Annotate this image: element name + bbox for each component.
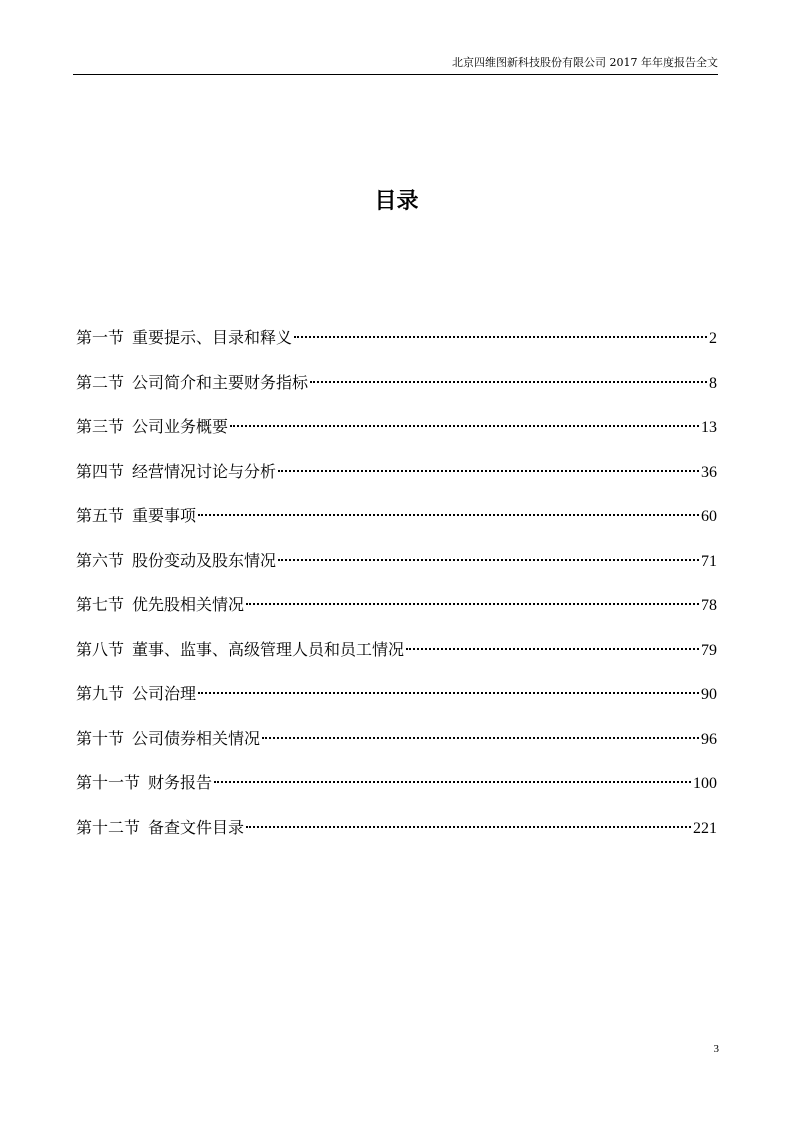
toc-page-number: 78 (701, 597, 717, 614)
toc-dot-leader (278, 470, 699, 472)
toc-entry-8[interactable] (76, 638, 717, 683)
toc-section-label: 第一节 (76, 328, 125, 347)
toc-dot-leader (198, 692, 699, 694)
toc-page-number: 36 (701, 463, 717, 481)
toc-entry-title: 备查文件目录 (148, 817, 245, 837)
toc-entry-title: 优先股相关情况 (132, 595, 245, 614)
toc-section-label: 第八节 (76, 639, 125, 659)
toc-entry-4[interactable] (76, 460, 717, 505)
toc-section-label: 第七节 (76, 595, 125, 614)
page-number: 3 (713, 1043, 719, 1055)
toc-section-label: 第三节 (76, 417, 125, 436)
toc-dot-leader (278, 559, 699, 561)
toc-entry-title: 董事、监事、高级管理人员和员工情况 (132, 639, 405, 659)
toc-section-label: 第六节 (76, 550, 125, 570)
toc-dot-leader (198, 514, 699, 516)
toc-entry-7[interactable] (76, 593, 717, 638)
header-text: 北京四维图新科技股份有限公司 2017 年年度报告全文 (452, 56, 718, 69)
toc-section-label: 第十节 (76, 728, 125, 748)
toc-entry-title: 经营情况讨论与分析 (132, 461, 277, 481)
toc-entry-9[interactable] (76, 682, 717, 727)
toc-dot-leader (310, 381, 707, 383)
toc-page-number: 60 (701, 508, 717, 525)
toc-entry-title: 公司债券相关情况 (132, 728, 261, 748)
toc-page-number: 96 (701, 730, 717, 748)
toc-entry-title: 公司业务概要 (132, 417, 229, 436)
toc-page-number: 8 (709, 374, 717, 392)
toc-page-number: 100 (693, 775, 717, 792)
page-title: 目录 (374, 189, 419, 214)
toc-entry-1[interactable] (76, 326, 717, 371)
page-header (73, 54, 718, 75)
toc-entry-title: 公司简介和主要财务指标 (132, 372, 309, 392)
toc-dot-leader (406, 648, 699, 650)
toc-section-label: 第五节 (76, 506, 125, 525)
toc-dot-leader (294, 336, 707, 338)
toc-section-label: 第四节 (76, 461, 125, 481)
toc-section-label: 第十二节 (76, 817, 141, 837)
toc-page-number: 221 (693, 819, 717, 837)
toc-entry-11[interactable] (76, 771, 717, 816)
toc-section-label: 第九节 (76, 684, 125, 703)
table-of-contents (76, 326, 717, 860)
toc-entry-title: 重要事项 (132, 506, 197, 525)
toc-page-number: 79 (701, 641, 717, 659)
toc-entry-5[interactable] (76, 504, 717, 549)
toc-entry-12[interactable] (76, 816, 717, 861)
toc-section-label: 第十一节 (76, 773, 141, 792)
toc-page-number: 71 (701, 552, 717, 570)
toc-page-number: 90 (701, 686, 717, 703)
toc-entry-2[interactable] (76, 371, 717, 416)
toc-entry-3[interactable] (76, 415, 717, 460)
toc-page-number: 13 (701, 419, 717, 436)
toc-dot-leader (262, 737, 699, 739)
toc-entry-title: 公司治理 (132, 684, 197, 703)
toc-dot-leader (230, 425, 699, 427)
toc-dot-leader (246, 603, 699, 605)
toc-entry-title: 财务报告 (148, 773, 213, 792)
toc-page-number: 2 (709, 330, 717, 347)
toc-entry-title: 重要提示、目录和释义 (132, 328, 293, 347)
toc-dot-leader (214, 781, 691, 783)
toc-entry-title: 股份变动及股东情况 (132, 550, 277, 570)
toc-dot-leader (246, 826, 691, 828)
toc-entry-6[interactable] (76, 549, 717, 594)
toc-section-label: 第二节 (76, 372, 125, 392)
toc-entry-10[interactable] (76, 727, 717, 772)
